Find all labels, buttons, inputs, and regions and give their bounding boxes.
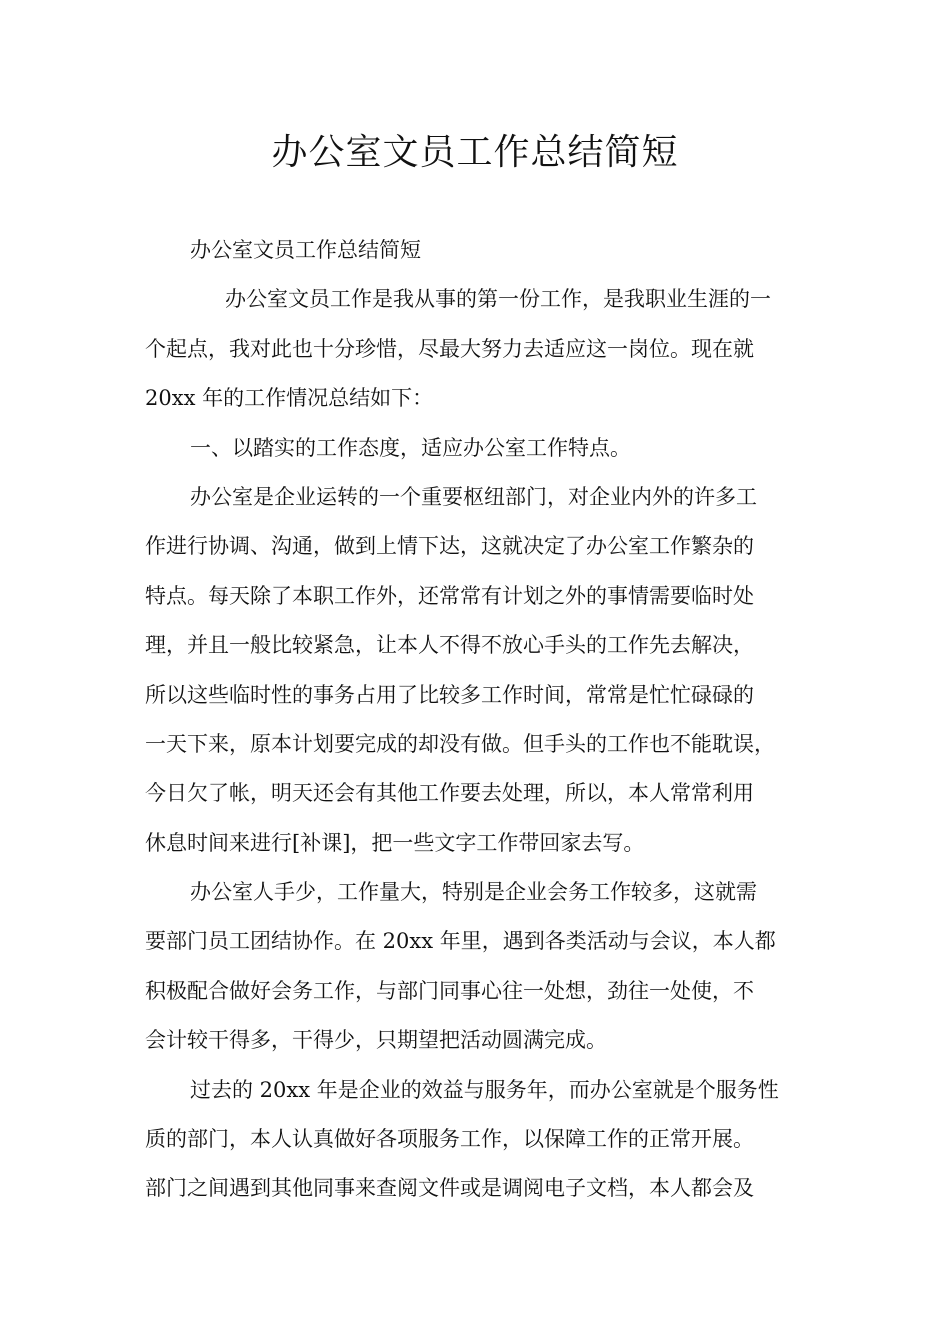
document-title: 办公室文员工作总结简短 bbox=[271, 132, 679, 173]
text-line: 个起点，我对此也十分珍惜，尽最大努力去适应这一岗位。现在就 bbox=[145, 336, 754, 361]
text-line: 过去的 20xx 年是企业的效益与服务年，而办公室就是个服务性 bbox=[190, 1077, 779, 1102]
text-line: 积极配合做好会务工作，与部门同事心往一处想，劲往一处使，不 bbox=[145, 978, 754, 1003]
text-line: 质的部门，本人认真做好各项服务工作，以保障工作的正常开展。 bbox=[145, 1127, 754, 1152]
text-line: 办公室人手少，工作量大，特别是企业会务工作较多，这就需 bbox=[190, 880, 757, 905]
document-body bbox=[145, 226, 815, 1214]
text-line: 一天下来，原本计划要完成的却没有做。但手头的工作也不能耽误， bbox=[145, 731, 775, 756]
text-line: 理，并且一般比较紧急，让本人不得不放心手头的工作先去解决， bbox=[145, 633, 754, 658]
text-line: 今日欠了帐，明天还会有其他工作要去处理，所以，本人常常利用 bbox=[145, 781, 754, 806]
text-line: 一、以踏实的工作态度，适应办公室工作特点。 bbox=[190, 435, 631, 460]
text-line: 办公室文员工作总结简短 bbox=[190, 238, 421, 262]
text-line: 休息时间来进行[补课]，把一些文字工作带回家去写。 bbox=[145, 830, 645, 855]
text-line: 特点。每天除了本职工作外，还常常有计划之外的事情需要临时处 bbox=[145, 583, 754, 608]
text-line: 办公室文员工作是我从事的第一份工作，是我职业生涯的一 bbox=[225, 287, 771, 312]
text-line: 作进行协调、沟通，做到上情下达，这就决定了办公室工作繁杂的 bbox=[145, 534, 754, 559]
text-line: 部门之间遇到其他同事来查阅文件或是调阅电子文档，本人都会及 bbox=[145, 1176, 754, 1201]
text-line: 20xx 年的工作情况总结如下： bbox=[145, 386, 434, 411]
text-line: 所以这些临时性的事务占用了比较多工作时间，常常是忙忙碌碌的 bbox=[145, 682, 754, 707]
text-line: 会计较干得多，干得少，只期望把活动圆满完成。 bbox=[145, 1028, 607, 1053]
text-line: 要部门员工团结协作。在 20xx 年里，遇到各类活动与会议，本人都 bbox=[145, 929, 776, 954]
text-line: 办公室是企业运转的一个重要枢纽部门，对企业内外的许多工 bbox=[190, 484, 757, 509]
